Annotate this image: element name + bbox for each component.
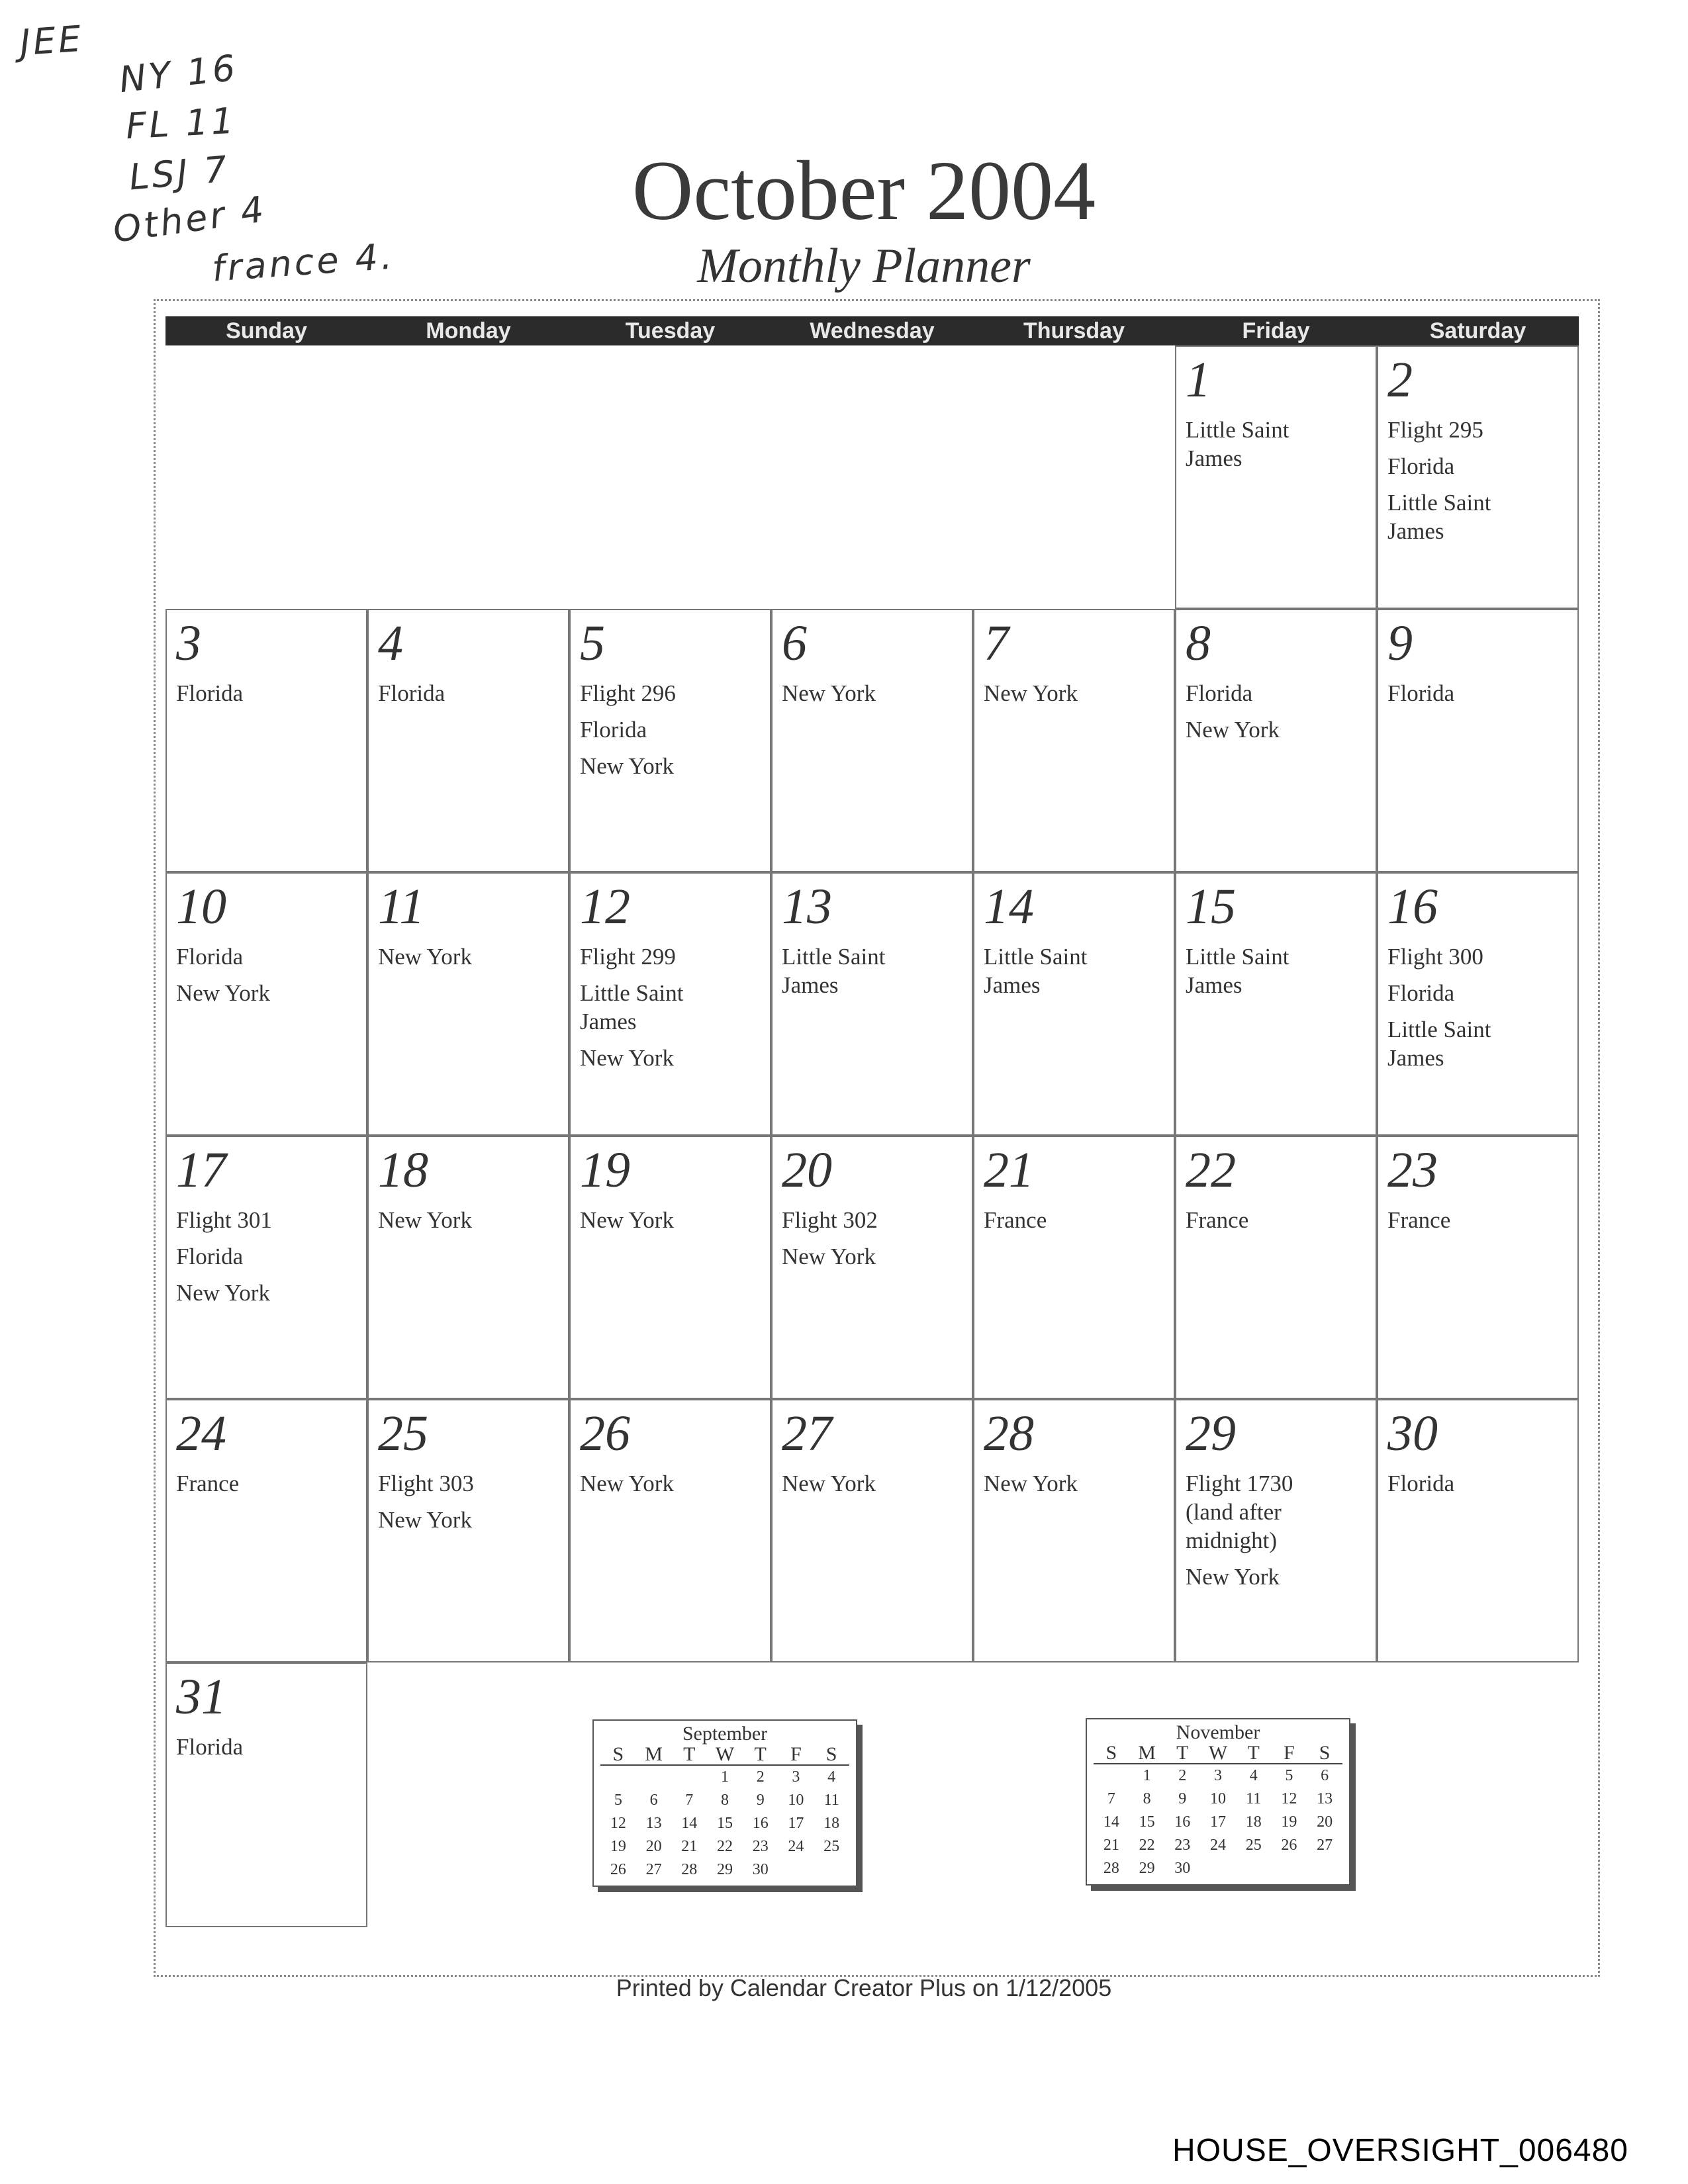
day-cell [1377,1399,1579,1662]
day-cell [367,1399,569,1662]
day-number: 3 [176,615,201,671]
day-entry: New York [782,1244,876,1269]
mini-calendar-day [1307,1857,1342,1880]
empty-cell [165,345,367,609]
day-entry: France [1387,1207,1451,1233]
day-number: 29 [1186,1406,1236,1461]
mini-calendar-day: 26 [610,1861,626,1878]
mini-calendar-week [600,1766,849,1789]
day-entry: Little Saint James [1186,944,1289,998]
mini-calendar-day: 8 [720,1792,729,1809]
mini-calendar-week [1094,1834,1342,1857]
day-entry: Flight 302 [782,1207,878,1233]
mini-calendar-day: 9 [1178,1790,1187,1807]
day-number: 5 [580,615,605,671]
day-cell [569,872,771,1136]
mini-calendar-weekday: W [1208,1742,1228,1764]
mini-calendar-day: 3 [792,1768,800,1786]
mini-calendar-day: 24 [788,1838,804,1855]
day-cell [1175,1399,1377,1662]
day-cell [165,872,367,1136]
handwritten-note: FL 11 [124,99,238,148]
day-number: 9 [1387,615,1413,671]
day-entry: Little Saint James [1387,1017,1491,1071]
mini-calendar-day: 6 [649,1792,658,1809]
day-entry: Florida [580,717,647,743]
mini-calendar-day: 13 [645,1815,662,1832]
bates-number: HOUSE_OVERSIGHT_006480 [1172,2133,1628,2168]
empty-cell [771,345,973,609]
day-entry: New York [580,1045,674,1071]
day-number: 30 [1387,1406,1438,1461]
mini-calendar-day: 22 [716,1838,733,1855]
weekday-sunday: Sunday [226,318,307,343]
mini-calendar-month: September [682,1723,768,1745]
mini-calendar-day: 4 [827,1768,836,1786]
mini-calendar-day [1094,1764,1129,1788]
weekday-saturday: Saturday [1429,318,1526,343]
mini-calendar-weekday: T [754,1743,767,1765]
day-cell [771,1136,973,1399]
day-entry: New York [782,680,876,706]
day-cell [1377,609,1579,872]
day-number: 15 [1186,879,1236,934]
mini-calendar-day: 28 [681,1861,698,1878]
day-cell [165,609,367,872]
mini-calendar-week [1094,1764,1342,1788]
printed-by-footer: Printed by Calendar Creator Plus on 1/12/2005 [616,1974,1112,2001]
day-cell [569,1399,771,1662]
day-number: 8 [1186,615,1211,671]
mini-calendar-day: 20 [1317,1813,1333,1831]
mini-calendar-day: 29 [716,1861,733,1878]
mini-calendar-weekday: T [683,1743,696,1765]
day-number: 1 [1186,352,1211,408]
day-entry: Florida [1387,980,1455,1006]
day-entry: New York [984,680,1078,706]
mini-calendar-week [1094,1811,1342,1834]
mini-calendar-day: 20 [645,1838,662,1855]
mini-calendar-day: 7 [685,1792,694,1809]
mini-calendar-day [600,1766,636,1789]
day-cell [771,609,973,872]
mini-calendar-day: 12 [610,1815,626,1832]
day-cell [367,872,569,1136]
day-entry: Little Saint James [782,944,886,998]
weekday-tuesday: Tuesday [625,318,716,343]
mini-calendar-weekday: F [1284,1742,1295,1764]
mini-calendar-day: 30 [752,1861,769,1878]
mini-calendar-day: 19 [610,1838,626,1855]
day-cell [1377,1136,1579,1399]
day-cell [771,872,973,1136]
mini-calendar-day: 14 [1103,1813,1119,1831]
mini-calendar-day: 25 [1245,1837,1262,1854]
day-entry: New York [580,753,674,779]
mini-calendar-day: 6 [1321,1767,1329,1784]
mini-calendar-weekday: T [1247,1742,1260,1764]
day-entry: Florida [378,680,445,706]
day-entry: New York [1186,1564,1280,1590]
mini-calendar-day: 23 [752,1838,769,1855]
day-cell [165,1662,367,1927]
day-entry: New York [176,980,270,1006]
day-number: 12 [580,879,630,934]
day-cell [1377,345,1579,609]
day-entry: Florida [1387,453,1455,479]
day-number: 14 [984,879,1034,934]
day-entry: Flight 301 [176,1207,272,1233]
day-entry: Florida [1387,1471,1455,1496]
mini-calendar-header [600,1745,849,1766]
mini-calendar-day: 12 [1281,1790,1297,1807]
day-number: 21 [984,1142,1034,1198]
mini-calendar-week [600,1858,849,1882]
day-cell [165,1399,367,1662]
day-entry: Florida [1387,680,1455,706]
day-number: 26 [580,1406,630,1461]
empty-cell [367,345,569,609]
day-cell [973,872,1175,1136]
mini-calendar-day: 22 [1139,1837,1155,1854]
mini-calendar-weekday: S [1319,1742,1331,1764]
day-entry: New York [378,1207,472,1233]
day-entry: Little Saint James [1387,490,1491,544]
mini-calendar-day: 2 [756,1768,765,1786]
mini-calendar-week [1094,1788,1342,1811]
day-entry: Flight 299 [580,944,676,970]
day-entry: Florida [176,944,244,970]
page-subtitle: Monthly Planner [697,239,1031,293]
day-entry: New York [176,1280,270,1306]
mini-calendar-day: 24 [1209,1837,1226,1854]
day-cell [771,1399,973,1662]
mini-calendar-day: 2 [1178,1767,1187,1784]
mini-calendar-day: 3 [1213,1767,1222,1784]
handwritten-note: JEE [18,17,85,64]
day-number: 16 [1387,879,1438,934]
day-cell [973,1136,1175,1399]
mini-calendar-day: 15 [1139,1813,1155,1831]
day-number: 25 [378,1406,428,1461]
day-cell [569,1136,771,1399]
day-cell [1175,1136,1377,1399]
mini-calendar-day: 5 [614,1792,622,1809]
mini-calendar-day: 4 [1249,1767,1258,1784]
day-entry: Flight 296 [580,680,676,706]
empty-cell [1377,1662,1579,1927]
day-cell [367,1136,569,1399]
mini-calendar-day: 27 [1317,1837,1333,1854]
mini-calendar-day: 9 [756,1792,765,1809]
mini-calendar-day: 28 [1103,1860,1119,1877]
handwritten-note: Other 4 [110,188,269,251]
mini-calendar-weekday: F [790,1743,802,1765]
mini-calendar-day [778,1858,814,1882]
day-entry: France [984,1207,1047,1233]
handwritten-note: LSJ 7 [127,148,232,199]
day-number: 28 [984,1406,1034,1461]
mini-calendar-day: 29 [1139,1860,1155,1877]
day-cell [1377,872,1579,1136]
mini-calendar-week [600,1835,849,1858]
mini-calendar-day: 18 [823,1815,840,1832]
mini-calendar-week [600,1812,849,1835]
mini-calendar-day: 16 [1174,1813,1191,1831]
weekday-friday: Friday [1242,318,1310,343]
day-entry: Flight 295 [1387,417,1483,443]
mini-calendar-day [814,1858,849,1882]
day-entry: Florida [176,1244,244,1269]
weekday-thursday: Thursday [1023,318,1125,343]
day-cell [367,609,569,872]
mini-calendar-day [1200,1857,1236,1880]
day-entry: Florida [176,1734,244,1760]
day-entry: Little Saint James [1186,417,1289,471]
mini-calendar-day: 11 [1246,1790,1262,1807]
day-number: 18 [378,1142,428,1198]
mini-calendar-day: 21 [681,1838,698,1855]
handwritten-note: NY 16 [117,46,240,101]
day-entry: Little Saint James [580,980,684,1034]
mini-calendar-day: 30 [1174,1860,1191,1877]
mini-calendar-week [600,1789,849,1812]
day-number: 27 [782,1406,832,1461]
mini-calendar-day: 19 [1281,1813,1297,1831]
day-number: 20 [782,1142,832,1198]
day-cell [973,609,1175,872]
mini-calendar-weekday: M [645,1743,663,1765]
mini-calendar-day: 16 [752,1815,769,1832]
handwritten-note: france 4. [211,235,397,290]
empty-cell [569,345,771,609]
mini-calendar-weekday: S [825,1743,837,1765]
day-entry: New York [782,1471,876,1496]
day-cell [1175,609,1377,872]
mini-calendar-day: 13 [1317,1790,1333,1807]
day-number: 22 [1186,1142,1236,1198]
mini-calendar-day: 8 [1143,1790,1151,1807]
day-entry: Flight 300 [1387,944,1483,970]
day-number: 2 [1387,352,1413,408]
day-cell [569,609,771,872]
mini-calendar-week [1094,1857,1342,1880]
day-cell [973,1399,1175,1662]
day-entry: Flight 303 [378,1471,474,1496]
day-entry: France [176,1471,240,1496]
day-entry: New York [984,1471,1078,1496]
mini-calendar-day: 27 [645,1861,662,1878]
mini-calendar-weekday: W [715,1743,735,1765]
mini-calendar-day: 18 [1245,1813,1262,1831]
day-entry: Flight 1730 (land after midnight) [1186,1471,1293,1553]
mini-calendar-day: 1 [720,1768,729,1786]
mini-calendar-day [1272,1857,1307,1880]
mini-calendar-day: 7 [1107,1790,1115,1807]
mini-calendar-day: 15 [716,1815,733,1832]
mini-calendar-day: 17 [788,1815,804,1832]
mini-calendar-day: 11 [823,1792,839,1809]
mini-calendar-day: 21 [1103,1837,1119,1854]
mini-calendar-month: November [1176,1721,1260,1743]
mini-calendar-header [1094,1743,1342,1764]
mini-calendar-day: 10 [788,1792,804,1809]
day-number: 23 [1387,1142,1438,1198]
day-number: 19 [580,1142,630,1198]
day-cell [1175,872,1377,1136]
day-entry: New York [378,1507,472,1533]
day-number: 24 [176,1406,226,1461]
empty-cell [367,1662,569,1927]
weekday-header [165,316,1579,345]
day-entry: New York [580,1207,674,1233]
mini-calendar-day [671,1766,707,1789]
mini-calendar-day: 5 [1285,1767,1293,1784]
mini-calendar-day: 23 [1174,1837,1191,1854]
mini-calendar-september [592,1719,857,1887]
mini-calendar-day [636,1766,672,1789]
calendar-grid [165,345,1579,1927]
day-number: 13 [782,879,832,934]
day-entry: New York [1186,717,1280,743]
day-entry: Little Saint James [984,944,1088,998]
day-cell [165,1136,367,1399]
mini-calendar-day: 10 [1209,1790,1226,1807]
day-number: 17 [176,1142,226,1198]
day-number: 11 [378,879,425,934]
mini-calendar-day: 1 [1143,1767,1151,1784]
mini-calendar-weekday: S [1105,1742,1117,1764]
mini-calendar-day: 25 [823,1838,840,1855]
day-cell [1175,345,1377,609]
day-number: 7 [984,615,1009,671]
mini-calendar-day [1236,1857,1272,1880]
mini-calendar-weekday: S [612,1743,624,1765]
empty-cell [973,345,1175,609]
day-number: 4 [378,615,403,671]
day-entry: New York [378,944,472,970]
mini-calendar-weekday: T [1176,1742,1189,1764]
day-entry: France [1186,1207,1249,1233]
page-title: October 2004 [632,144,1096,238]
day-number: 10 [176,879,226,934]
mini-calendar-november [1086,1718,1350,1886]
day-entry: Florida [1186,680,1253,706]
weekday-wednesday: Wednesday [810,318,935,343]
weekday-monday: Monday [426,318,511,343]
day-entry: Florida [176,680,244,706]
mini-calendar-day: 26 [1281,1837,1297,1854]
day-entry: New York [580,1471,674,1496]
mini-calendar-day: 14 [681,1815,698,1832]
mini-calendar-weekday: M [1138,1742,1156,1764]
day-number: 31 [176,1669,226,1725]
mini-calendar-day: 17 [1209,1813,1226,1831]
day-number: 6 [782,615,807,671]
